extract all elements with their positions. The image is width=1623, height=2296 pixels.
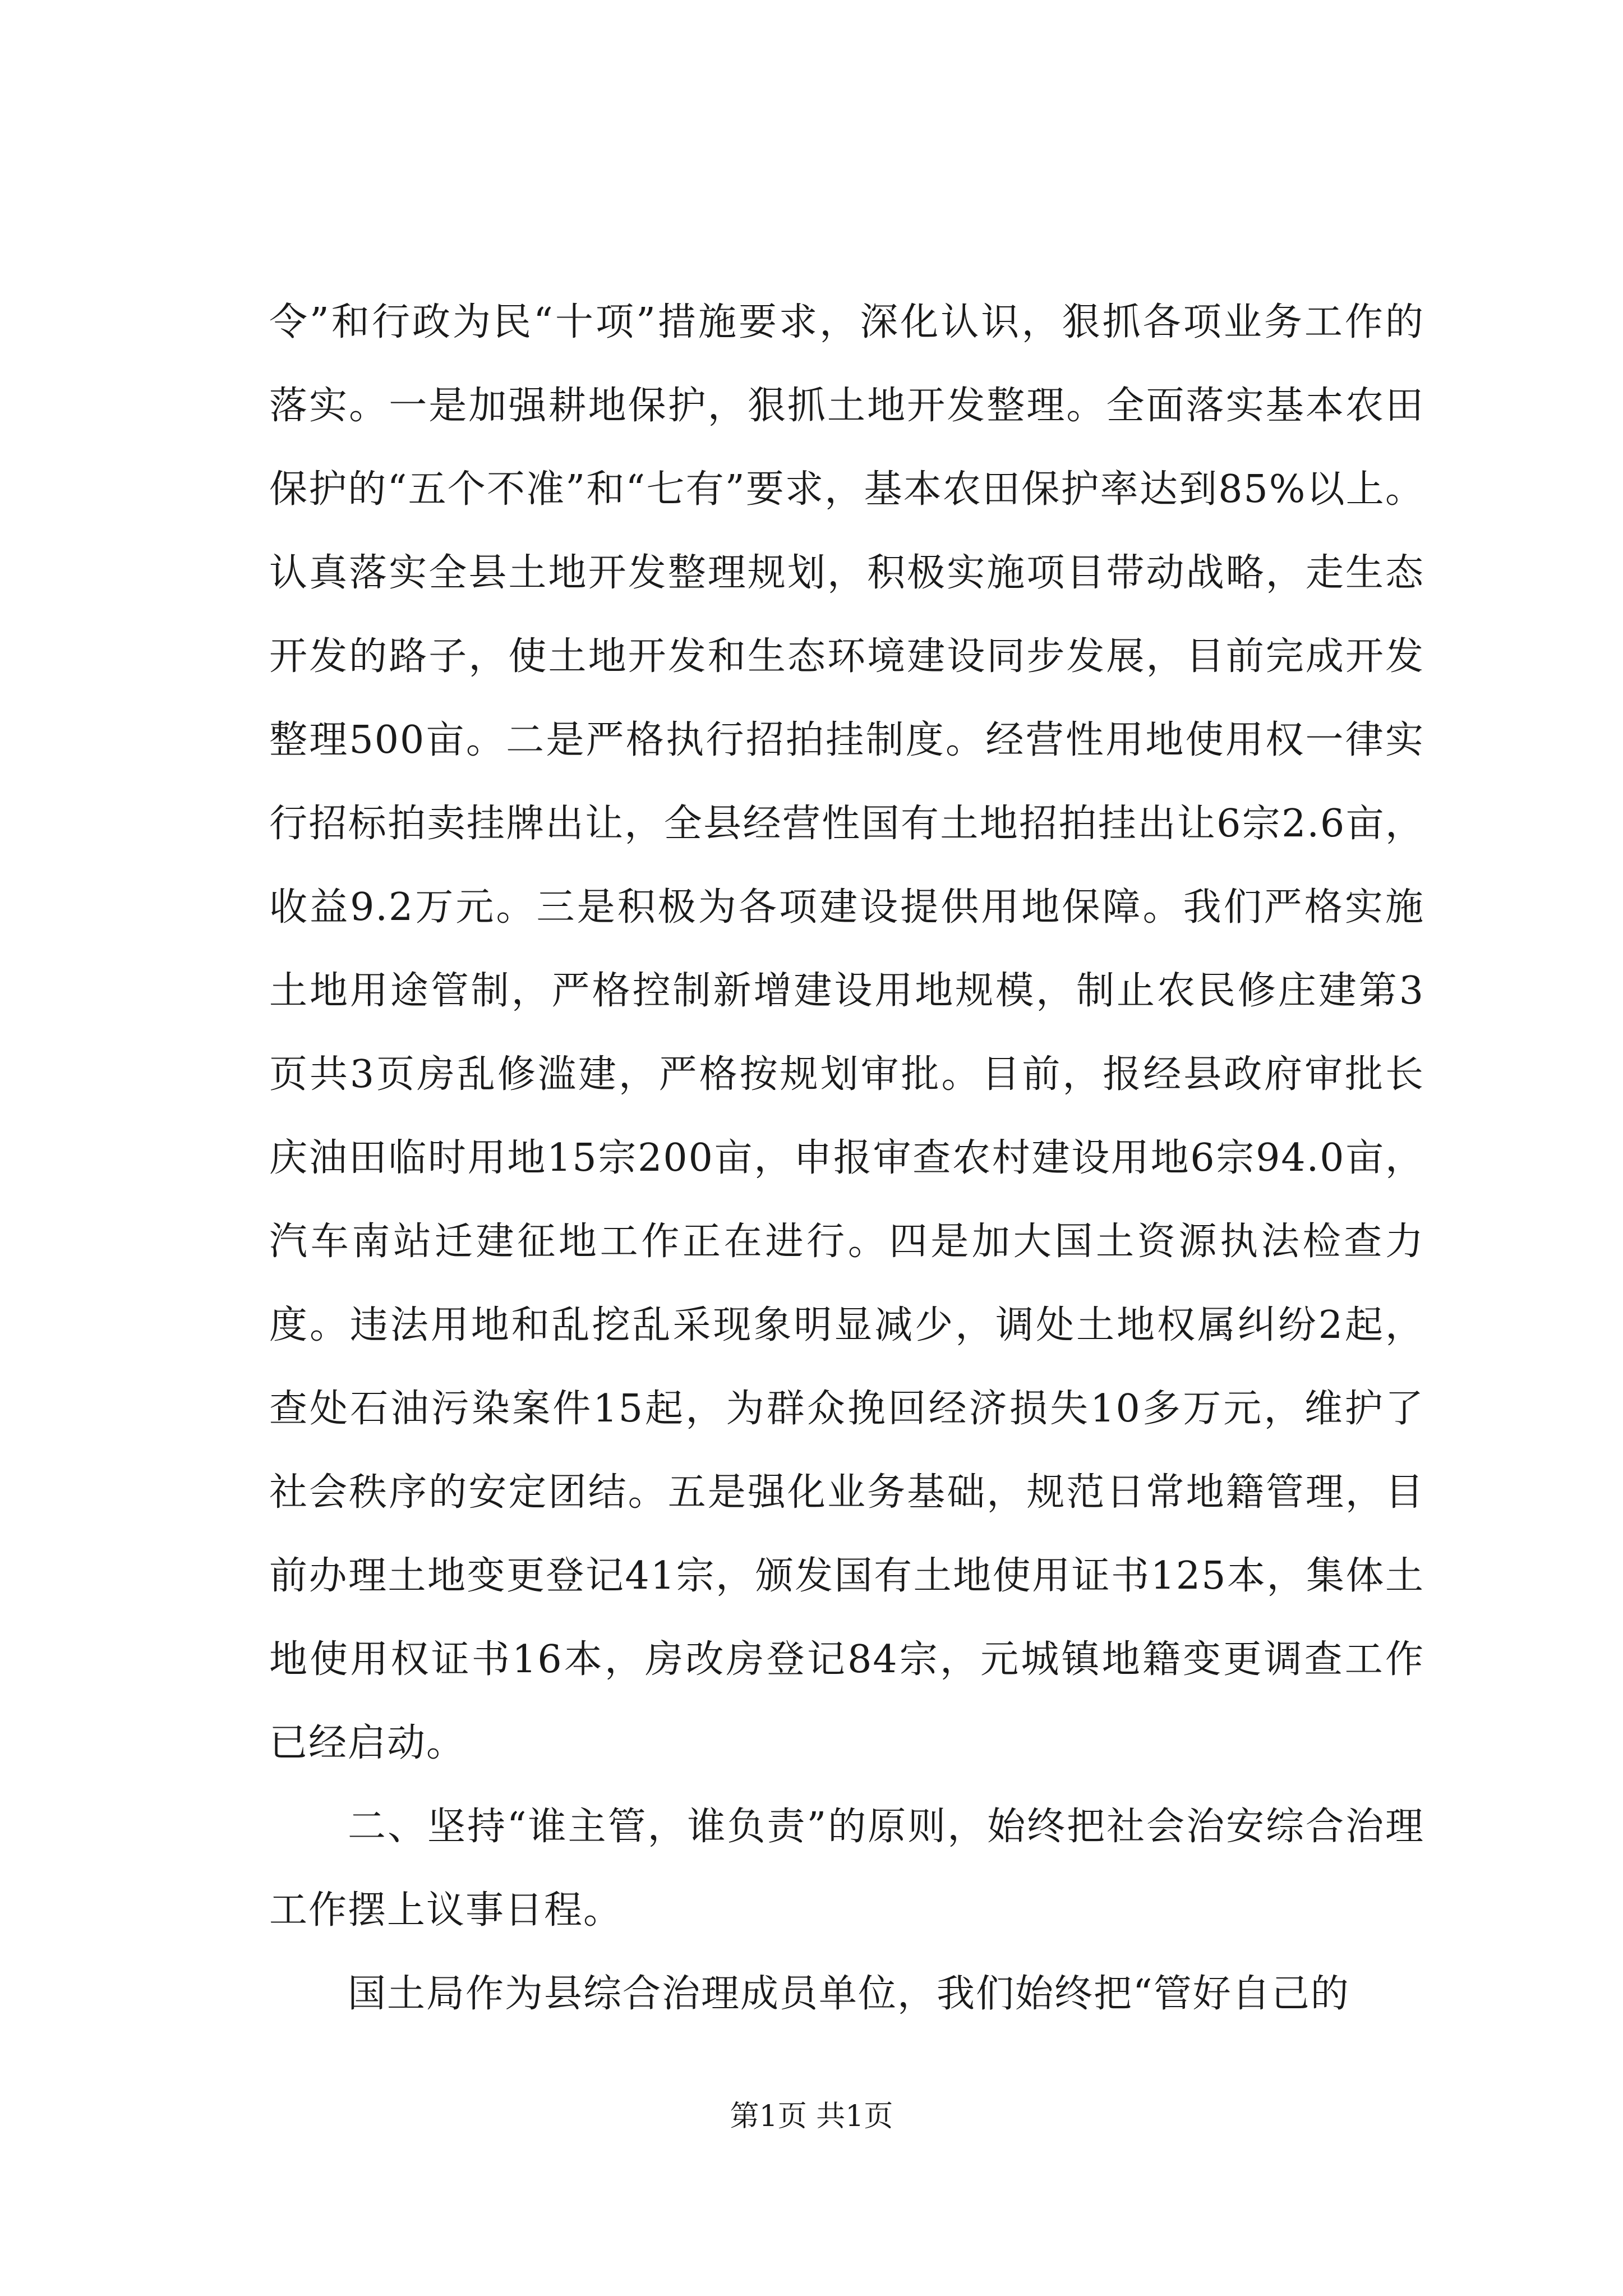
paragraph-land-management: 令”和行政为民“十项”措施要求，深化认识，狠抓各项业务工作的落实。一是加强耕地保护，狠抓土地开发整理。全面落实基本农田保护的“五个不准”和“七有”要求，基本农田保护率达到85%以上。认真落实全县土地开发整理规划，积极实施项目带动战略，走生态开发的路子，使土地开发和生态环境建设同步发展，目前完成开发整理500亩。二是严格执行招拍挂制度。经营性用地使用权一律实行招标拍卖挂牌出让，全县经营性国有土地招拍挂出让6宗2.6亩，收益9.2万元。三是积极为各项建设提供用地保障。我们严格实施土地用途管制，严格控制新增建设用地规模，制止农民修庄建第3页共3页房乱修滥建，严格按规划审批。目前，报经县政府审批长庆油田临时用地15宗200亩，申报审查农村建设用地6宗94.0亩，汽车南站迁建征地工作正在进行。四是加大国土资源执法检查力度。违法用地和乱挖乱采现象明显减少，调处土地权属纠纷2起，查处石油污染案件15起，为群众挽回经济损失10多万元，维护了社会秩序的安定团结。五是强化业务基础，规范日常地籍管理，目前办理土地变更登记41宗，颁发国有土地使用证书125本，集体土地使用权证书16本，房改房登记84宗，元城镇地籍变更调查工作已经启动。 (269, 300, 1424, 1765)
page-number-footer: 第1页 共1页 (730, 2100, 893, 2133)
document-body (269, 280, 1424, 2036)
paragraph-heading-two: 二、坚持“谁主管，谁负责”的原则，始终把社会治安综合治理工作摆上议事日程。 (269, 1805, 1424, 1932)
paragraph-comprehensive-governance: 国土局作为县综合治理成员单位，我们始终把“管好自己的 (348, 1972, 1350, 2016)
